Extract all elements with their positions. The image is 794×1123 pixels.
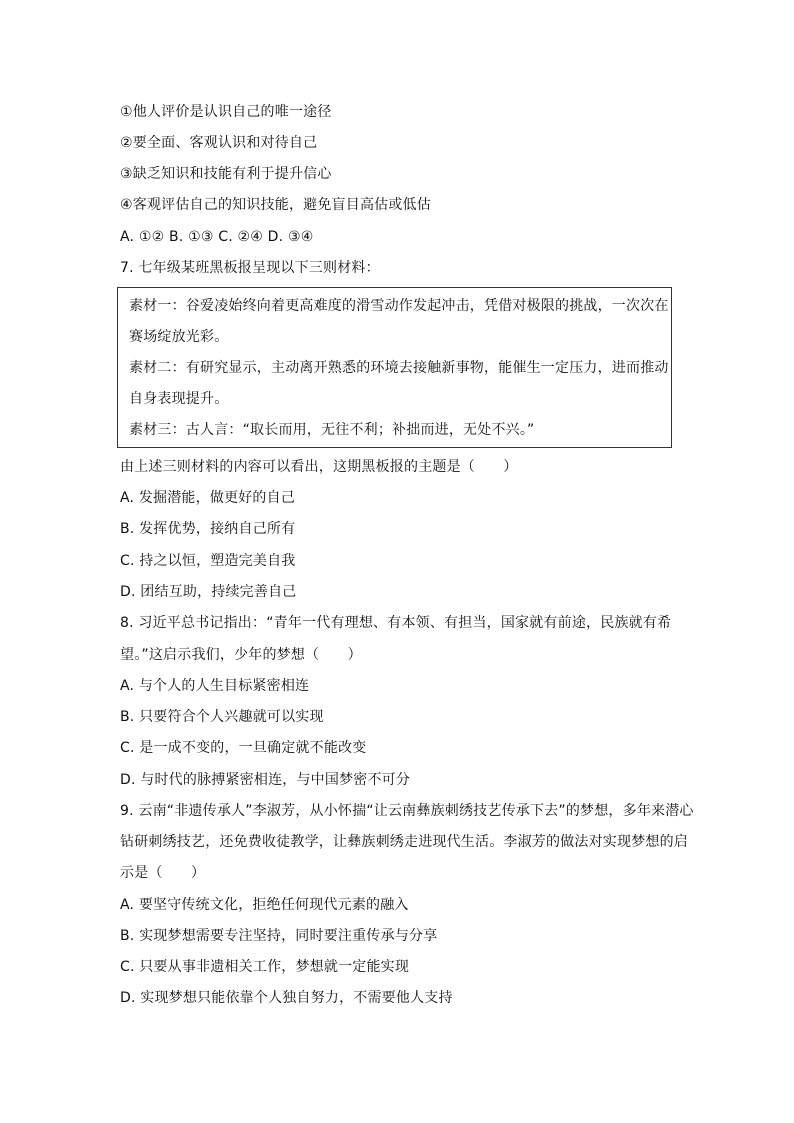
q6-statement-1: ①他人评价是认识自己的唯一途径 (120, 104, 332, 120)
q9-option-a: A. 要坚守传统文化，拒绝任何现代元素的融入 (120, 897, 409, 913)
q6-statement-3: ③缺乏知识和技能有利于提升信心 (120, 166, 332, 182)
q9-option-b: B. 实现梦想需要专注坚持，同时要注重传承与分享 (120, 928, 438, 944)
q9-option-c: C. 只要从事非遗相关工作，梦想就一定能实现 (120, 959, 410, 975)
q9-stem-line: 9. 云南“非遗传承人”李淑芳，从小怀揣“让云南彝族刺绣技艺传承下去”的梦想，多年来潜心 (120, 803, 694, 819)
q7-material-line: 赛场绽放光彩。 (129, 329, 229, 345)
q7-question: 由上述三则材料的内容可以看出，这期黑板报的主题是（ ） (120, 459, 518, 475)
q8-stem-line: 8. 习近平总书记指出：“青年一代有理想、有本领、有担当，国家就有前途，民族就有希 (120, 615, 672, 631)
q8-option-b: B. 只要符合个人兴趣就可以实现 (120, 709, 324, 725)
q7-material-line: 素材三：古人言：“取长而用，无往不利；补拙而进，无处不兴。” (129, 422, 535, 438)
q8-option-c: C. 是一成不变的，一旦确定就不能改变 (120, 740, 367, 756)
q7-material-line: 素材一：谷爱凌始终向着更高难度的滑雪动作发起冲击，凭借对极限的挑战，一次次在 (129, 298, 669, 314)
q7-option-a: A. 发掘潜能，做更好的自己 (120, 490, 296, 506)
q8-option-d: D. 与时代的脉搏紧密相连，与中国梦密不可分 (120, 772, 411, 788)
q7-option-b: B. 发挥优势，接纳自己所有 (120, 521, 296, 537)
q9-stem-line: 示是（ ） (120, 865, 206, 881)
q7-material-box (117, 287, 672, 448)
q8-option-a: A. 与个人的人生目标紧密相连 (120, 678, 310, 694)
q7-option-d: D. 团结互助，持续完善自己 (120, 584, 297, 600)
q7-material-line: 素材二：有研究显示，主动离开熟悉的环境去接触新事物，能催生一定压力，进而推动 (129, 360, 669, 376)
q8-stem-line: 望。”这启示我们，少年的梦想（ ） (120, 647, 362, 663)
q6-statement-2: ②要全面、客观认识和对待自己 (120, 135, 318, 151)
q9-stem-line: 钻研刺绣技艺，还免费收徒教学，让彝族刺绣走进现代生活。李淑芳的做法对实现梦想的启 (120, 834, 688, 850)
q7-option-c: C. 持之以恒，塑造完美自我 (120, 553, 296, 569)
q9-option-d: D. 实现梦想只能依靠个人独自努力，不需要他人支持 (120, 990, 453, 1006)
q7-stem: 7. 七年级某班黑板报呈现以下三则材料： (120, 260, 380, 276)
q6-options: A. ①② B. ①③ C. ②④ D. ③④ (120, 229, 314, 245)
q6-statement-4: ④客观评估自己的知识技能，避免盲目高估或低估 (120, 197, 431, 213)
q7-material-line: 自身表现提升。 (129, 391, 229, 407)
